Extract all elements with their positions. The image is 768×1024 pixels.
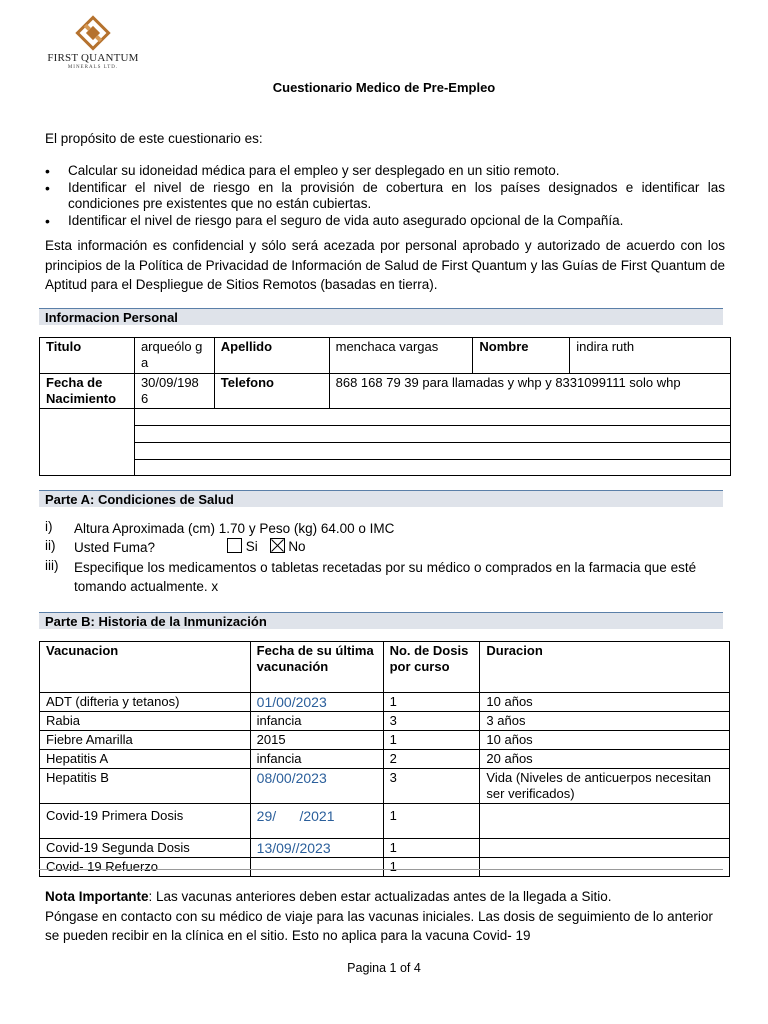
- table-row: [40, 750, 730, 769]
- no-label: No: [288, 539, 306, 554]
- dosis-cell[interactable]: 1: [383, 858, 480, 877]
- purpose-item: • Identificar el nivel de riesgo en la provisión de cobertura en los países designados e identificar las condiciones pre existentes que no están cubiertas.: [45, 180, 725, 213]
- duracion-cell: [480, 804, 730, 839]
- col-header-vacunacion: Vacunacion: [40, 642, 251, 693]
- telefono-label: Telefono: [214, 374, 329, 409]
- col-header-dosis: No. de Dosis por curso: [383, 642, 480, 693]
- duracion-cell: 10 años: [480, 693, 730, 712]
- table-row: [40, 712, 730, 731]
- duracion-cell: [480, 858, 730, 877]
- dosis-cell[interactable]: 1: [383, 804, 480, 839]
- confidentiality-paragraph: Esta información es confidencial y sólo será acezada por personal aprobado y autorizado de acuerdo con los principios de la Política de Privacidad de Información de Salud de First Quantum y las Guías de First Quantum de Aptitud para el Despliegue de Sitios Remotos (basadas en tierra).: [45, 238, 725, 292]
- fecha-cell[interactable]: 13/09//2023: [250, 839, 383, 858]
- table-row: [40, 693, 730, 712]
- telefono-value[interactable]: 868 168 79 39 para llamadas y whp y 8331099111 solo whp: [329, 374, 730, 409]
- dosis-cell[interactable]: 3: [383, 769, 480, 804]
- fecha-cell[interactable]: infancia: [250, 712, 383, 731]
- apellido-label: Apellido: [214, 338, 329, 374]
- section-header-parte-a: Parte A: Condiciones de Salud: [39, 490, 723, 507]
- duracion-cell: 3 años: [480, 712, 730, 731]
- note-text: : Las vacunas anteriores deben estar actualizadas antes de la llegada a Sitio.: [148, 889, 612, 904]
- table-row: [40, 804, 730, 839]
- fecha-cell[interactable]: 2015: [250, 731, 383, 750]
- titulo-value[interactable]: arqueólo ga: [134, 338, 214, 374]
- fecha-nacimiento-value[interactable]: 30/09/198 6: [134, 374, 214, 409]
- smoker-options: [227, 538, 306, 554]
- nombre-label: Nombre: [473, 338, 570, 374]
- duracion-cell: 10 años: [480, 731, 730, 750]
- purpose-item: • Calcular su idoneidad médica para el empleo y ser desplegado en un sitio remoto.: [45, 163, 725, 180]
- apellido-value[interactable]: menchaca vargas: [329, 338, 473, 374]
- blank-row[interactable]: [134, 443, 730, 460]
- section-header-personal: Informacion Personal: [39, 308, 723, 325]
- dosis-cell[interactable]: 3: [383, 712, 480, 731]
- fecha-cell[interactable]: 29/ /2021: [250, 804, 383, 839]
- dosis-cell[interactable]: 2: [383, 750, 480, 769]
- purpose-item: • Identificar el nivel de riesgo para el seguro de vida auto asegurado opcional de la Compañía.: [45, 213, 725, 230]
- fecha-cell[interactable]: 08/00/2023: [250, 769, 383, 804]
- vacuna-cell: Hepatitis B: [40, 769, 251, 804]
- note-label: Nota Importante: [45, 889, 149, 904]
- dosis-cell[interactable]: 1: [383, 693, 480, 712]
- blank-row[interactable]: [134, 409, 730, 426]
- fecha-nacimiento-label: Fecha de Nacimiento: [40, 374, 135, 409]
- blank-cell: [40, 409, 135, 476]
- first-quantum-diamond-logo-icon: [38, 14, 148, 54]
- vacuna-cell: Fiebre Amarilla: [40, 731, 251, 750]
- duracion-cell: Vida (Niveles de anticuerpos necesitan ser verificados): [480, 769, 730, 804]
- logo-subtitle: MINERALS LTD.: [67, 65, 119, 70]
- dosis-cell[interactable]: 1: [383, 731, 480, 750]
- item-number: iii): [45, 558, 59, 573]
- table-row: [40, 769, 730, 804]
- logo-name: FIRST QUANTUM: [47, 52, 139, 64]
- item-text: Especifique los medicamentos o tabletas recetadas por su médico o comprados en la farmacia que esté tomando actualmente. x: [74, 560, 697, 594]
- si-checkbox[interactable]: [227, 538, 242, 553]
- duracion-cell: 20 años: [480, 750, 730, 769]
- blank-row[interactable]: [134, 460, 730, 476]
- fecha-cell[interactable]: 01/00/2023: [250, 693, 383, 712]
- table-row: [40, 731, 730, 750]
- item-text: Usted Fuma?: [74, 540, 156, 555]
- vacuna-cell: Covid-19 Segunda Dosis: [40, 839, 251, 858]
- section-header-parte-b: Parte B: Historia de la Inmunización: [39, 612, 723, 629]
- vacuna-cell: Rabia: [40, 712, 251, 731]
- si-label: Si: [245, 539, 258, 554]
- table-row: [40, 839, 730, 858]
- purpose-list: [45, 163, 725, 229]
- item-text: Altura Aproximada (cm) 1.70 y Peso (kg) 64.00 o IMC: [74, 521, 395, 536]
- vacuna-cell: Covid-19 Primera Dosis: [40, 804, 251, 839]
- item-number: i): [45, 519, 53, 534]
- col-header-duracion: Duracion: [480, 642, 730, 693]
- important-note: [45, 887, 725, 946]
- page-title: Cuestionario Medico de Pre-Empleo: [272, 80, 496, 95]
- divider: [39, 869, 723, 870]
- vacuna-cell: Covid- 19 Refuerzo: [40, 858, 251, 877]
- col-header-fecha: Fecha de su última vacunación: [250, 642, 383, 693]
- vacuna-cell: Hepatitis A: [40, 750, 251, 769]
- item-number: ii): [45, 538, 56, 553]
- no-checkbox[interactable]: [270, 538, 285, 553]
- nombre-value[interactable]: indira ruth: [570, 338, 731, 374]
- dosis-cell[interactable]: 1: [383, 839, 480, 858]
- intro-text: El propósito de este cuestionario es:: [45, 131, 263, 146]
- titulo-label: Titulo: [40, 338, 135, 374]
- note-text-2: Póngase en contacto con su médico de viaje para las vacunas iniciales. Las dosis de seguimiento de lo anterior se pueden recibir en la clínica en el sitio. Esto no aplica para la vacuna Covid- 19: [45, 908, 713, 943]
- fecha-cell[interactable]: infancia: [250, 750, 383, 769]
- blank-row[interactable]: [134, 426, 730, 443]
- page-number: Pagina 1 of 4: [347, 961, 421, 975]
- vacuna-cell: ADT (difteria y tetanos): [40, 693, 251, 712]
- immunization-table: [39, 641, 730, 877]
- personal-info-table: [39, 337, 731, 476]
- duracion-cell: [480, 839, 730, 858]
- fecha-cell[interactable]: [250, 858, 383, 877]
- table-row: [40, 858, 730, 877]
- company-logo: [38, 14, 148, 74]
